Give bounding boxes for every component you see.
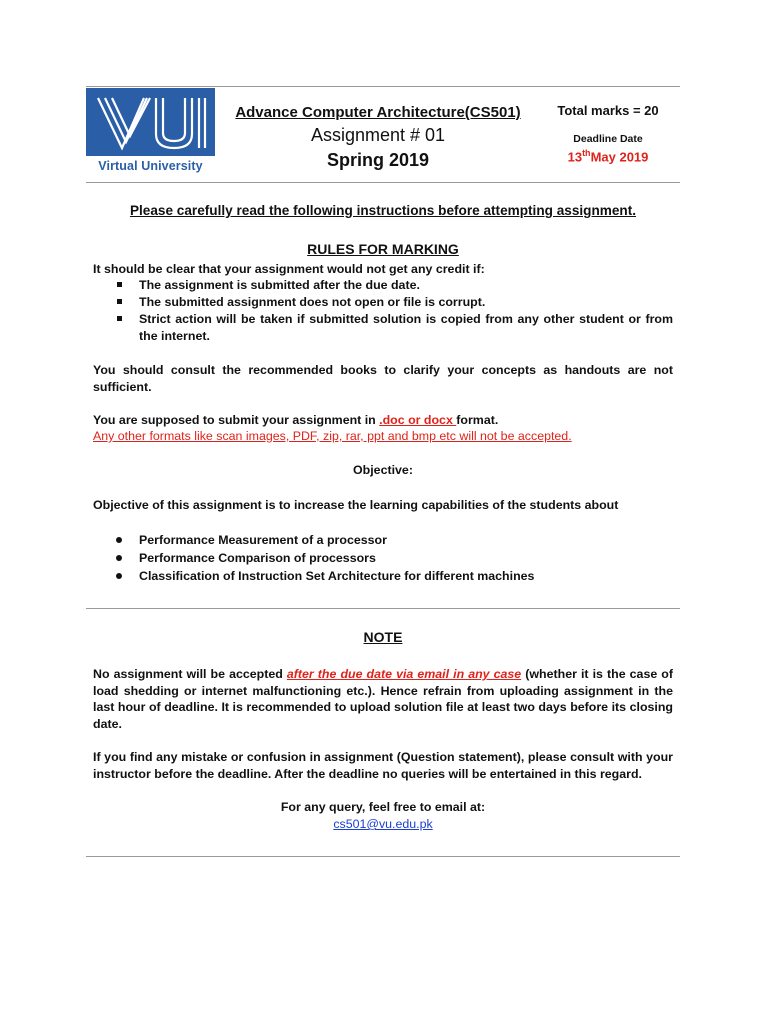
rules-intro: It should be clear that your assignment would not get any credit if: [93, 262, 485, 276]
objective-item: Classification of Instruction Set Architecture for different machines [139, 569, 535, 583]
deadline-label: Deadline Date [573, 133, 643, 145]
rule-item: Strict action will be taken if submitted solution is copied from any other student or from the internet. [139, 312, 673, 343]
objective-intro: Objective of this assignment is to increase the learning capabilities of the students about [93, 498, 619, 512]
rule-item: The assignment is submitted after the due date. [139, 278, 420, 292]
objective-item: Performance Measurement of a processor [139, 533, 387, 547]
query-text: For any query, feel free to email at: [280, 800, 486, 814]
course-title: Advance Computer Architecture(CS501) [235, 104, 521, 121]
bullet-dot-icon [116, 555, 122, 561]
objective-heading: Objective: [353, 463, 413, 477]
logo-text: Virtual University [98, 159, 203, 173]
format-paragraph: You are supposed to submit your assignment in .doc or docx format. [93, 413, 499, 427]
note-paragraph-1: No assignment will be accepted after the due date via email in any case (whether it is the case of load shedding or internet malfunctioning etc.). Hence refrain from uploading assignment in the last hour of deadline. It is recommended to upload solution file at least two days before its closing date. [93, 667, 673, 731]
bullet-square-icon [117, 299, 122, 304]
note-highlight: after the due date via email in any case [286, 667, 522, 681]
section-divider [86, 608, 680, 609]
total-marks: Total marks = 20 [557, 103, 659, 118]
objective-item: Performance Comparison of processors [139, 551, 376, 565]
instructions-title: Please carefully read the following instructions before attempting assignment. [129, 203, 637, 218]
header-divider [86, 182, 680, 183]
bullet-square-icon [117, 282, 122, 287]
format-highlight: .doc or docx [379, 413, 457, 427]
semester: Spring 2019 [326, 150, 430, 170]
deadline-date: 13thMay 2019 [567, 148, 649, 165]
bullet-square-icon [117, 316, 122, 321]
vu-monogram [86, 88, 215, 156]
top-divider [86, 86, 680, 87]
email-link[interactable]: cs501@vu.edu.pk [333, 817, 433, 831]
bottom-divider [86, 856, 680, 857]
format-warning: Any other formats like scan images, PDF, zip, rar, ppt and bmp etc will not be accepted. [93, 429, 572, 443]
vu-logo [86, 88, 215, 178]
vu-monogram-icon [86, 88, 215, 156]
consult-paragraph: You should consult the recommended books to clarify your concepts as handouts are not sufficient. [93, 363, 673, 394]
bullet-dot-icon [116, 537, 122, 543]
assignment-number: Assignment # 01 [310, 125, 446, 145]
note-heading: NOTE [363, 629, 403, 645]
rule-item: The submitted assignment does not open or file is corrupt. [139, 295, 486, 309]
rules-heading: RULES FOR MARKING [307, 241, 459, 257]
bullet-dot-icon [116, 573, 122, 579]
email-wrapper [86, 816, 680, 833]
note-paragraph-2: If you find any mistake or confusion in assignment (Question statement), please consult with your instructor before the deadline. After the deadline no queries will be entertained in this regard. [93, 750, 673, 781]
